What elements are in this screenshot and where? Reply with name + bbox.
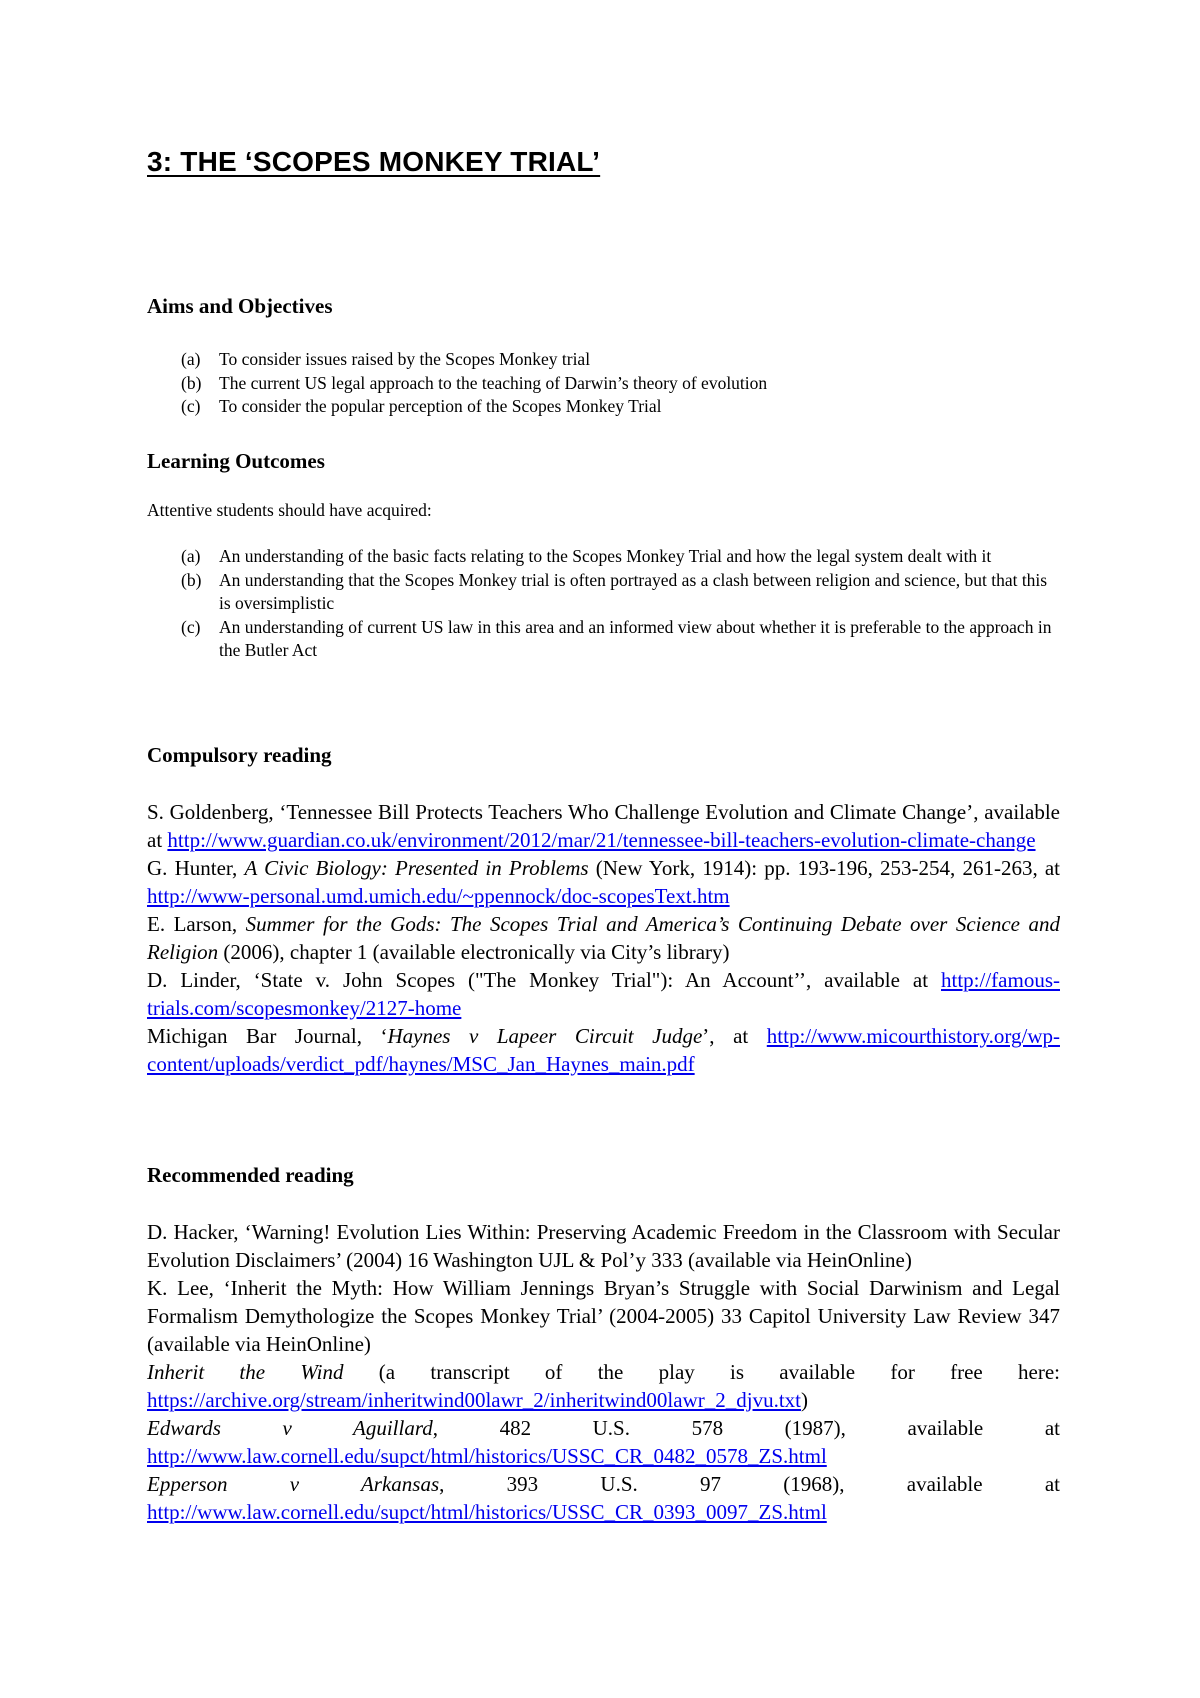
list-marker: (c)	[181, 616, 201, 637]
list-marker: (a)	[181, 349, 201, 369]
list-item-text: An understanding of the basic facts relating to the Scopes Monkey Trial and how the legal system dealt with it	[219, 546, 992, 566]
reference-text: G. Hunter,	[147, 856, 245, 880]
list-item	[147, 372, 1060, 396]
recommended-heading: Recommended reading	[147, 1163, 354, 1187]
reference-entry	[147, 1274, 1060, 1358]
reference-title: Summer for the Gods: The Scopes Trial and America’s Continuing Debate over Science and Religion	[147, 912, 1060, 964]
reference-link[interactable]: http://www.micourthistory.org/wp-content/uploads/verdict_pdf/haynes/MSC_Jan_Haynes_main.pdf	[147, 1024, 1060, 1076]
reference-entry	[147, 854, 1060, 910]
reference-link[interactable]: http://www-personal.umd.umich.edu/~ppennock/doc-scopesText.htm	[147, 884, 730, 908]
reference-link[interactable]: https://archive.org/stream/inheritwind00lawr_2/inheritwind00lawr_2_djvu.txt	[147, 1388, 801, 1412]
list-item-text: The current US legal approach to the teaching of Darwin’s theory of evolution	[219, 372, 768, 393]
list-item	[147, 395, 1060, 419]
list-item	[147, 348, 1060, 372]
aims-heading: Aims and Objectives	[147, 294, 333, 318]
page-title: 3: THE ‘SCOPES MONKEY TRIAL’	[147, 146, 601, 177]
reference-title: A Civic Biology: Presented in Problems	[244, 856, 589, 880]
reference-link[interactable]: http://famous-trials.com/scopesmonkey/2127-home	[147, 968, 1060, 1020]
reference-text: E. Larson,	[147, 912, 246, 936]
reference-text: K. Lee, ‘Inherit the Myth: How William Jennings Bryan’s Struggle with Social Darwinism and Legal Formalism Demythologize the Scopes Monkey Trial’ (2004-2005) 33 Capitol University Law Review 347 (available via HeinOnline)	[147, 1276, 1060, 1356]
reference-entry	[147, 910, 1060, 966]
reference-entry	[147, 1022, 1060, 1078]
reference-text: (2006), chapter 1 (available electronically via City’s library)	[218, 940, 730, 964]
reference-text: (New York, 1914): pp. 193-196, 253-254, 261-263, at	[588, 856, 1061, 880]
reference-text: , 482 U.S. 578 (1987), available at	[432, 1416, 1060, 1440]
reference-text: , 393 U.S. 97 (1968), available at	[439, 1472, 1060, 1496]
reference-entry	[147, 1414, 1060, 1470]
list-marker: (b)	[181, 569, 202, 590]
list-item	[147, 545, 1060, 569]
outcomes-list	[147, 545, 1060, 663]
reference-title: Edwards v Aguillard	[147, 1416, 433, 1440]
list-item	[147, 616, 1060, 663]
reference-text: (a transcript of the play is available for free here:	[343, 1360, 1060, 1384]
reference-text: D. Hacker, ‘Warning! Evolution Lies Within: Preserving Academic Freedom in the Classroom with Secular Evolution Disclaimers’ (2004) 16 Washington UJL & Pol’y 333 (available via HeinOnline)	[147, 1220, 1060, 1272]
list-item-text: An understanding that the Scopes Monkey trial is often portrayed as a clash between religion and science, but that this is oversimplistic	[219, 569, 1048, 613]
reference-link[interactable]: http://www.law.cornell.edu/supct/html/historics/USSC_CR_0482_0578_ZS.html	[147, 1444, 827, 1468]
compulsory-reading-list	[147, 798, 1060, 1078]
list-item-text: To consider issues raised by the Scopes Monkey trial	[219, 349, 591, 369]
reference-text: Michigan Bar Journal, ‘	[147, 1024, 388, 1048]
reference-title: Inherit the Wind	[147, 1360, 344, 1384]
reference-entry	[147, 798, 1060, 854]
list-item	[147, 569, 1060, 616]
reference-entry	[147, 1470, 1060, 1526]
reference-text: D. Linder, ‘State v. John Scopes ("The Monkey Trial"): An Account’’, available at	[147, 968, 941, 992]
list-marker: (b)	[181, 372, 202, 393]
reference-title: Epperson v Arkansas	[147, 1472, 440, 1496]
reference-text: S. Goldenberg, ‘Tennessee Bill Protects Teachers Who Challenge Evolution and Climate Change’, available at	[147, 800, 1060, 852]
list-marker: (c)	[181, 396, 201, 416]
recommended-reading-list	[147, 1218, 1060, 1526]
compulsory-heading: Compulsory reading	[147, 743, 332, 767]
reference-entry	[147, 966, 1060, 1022]
aims-list	[147, 348, 1060, 419]
list-marker: (a)	[181, 546, 201, 566]
list-item-text: An understanding of current US law in this area and an informed view about whether it is preferable to the approach in the Butler Act	[219, 616, 1052, 660]
reference-link[interactable]: http://www.law.cornell.edu/supct/html/historics/USSC_CR_0393_0097_ZS.html	[147, 1500, 827, 1524]
outcomes-heading: Learning Outcomes	[147, 449, 325, 473]
reference-entry	[147, 1358, 1060, 1414]
outcomes-intro: Attentive students should have acquired:	[147, 500, 432, 520]
list-item-text: To consider the popular perception of the Scopes Monkey Trial	[219, 396, 662, 416]
reference-text: ’, at	[702, 1024, 767, 1048]
reference-text: )	[801, 1388, 808, 1412]
reference-entry	[147, 1218, 1060, 1274]
reference-title: Haynes v Lapeer Circuit Judge	[387, 1024, 703, 1048]
reference-link[interactable]: http://www.guardian.co.uk/environment/2012/mar/21/tennessee-bill-teachers-evolution-climate-change	[167, 828, 1036, 852]
